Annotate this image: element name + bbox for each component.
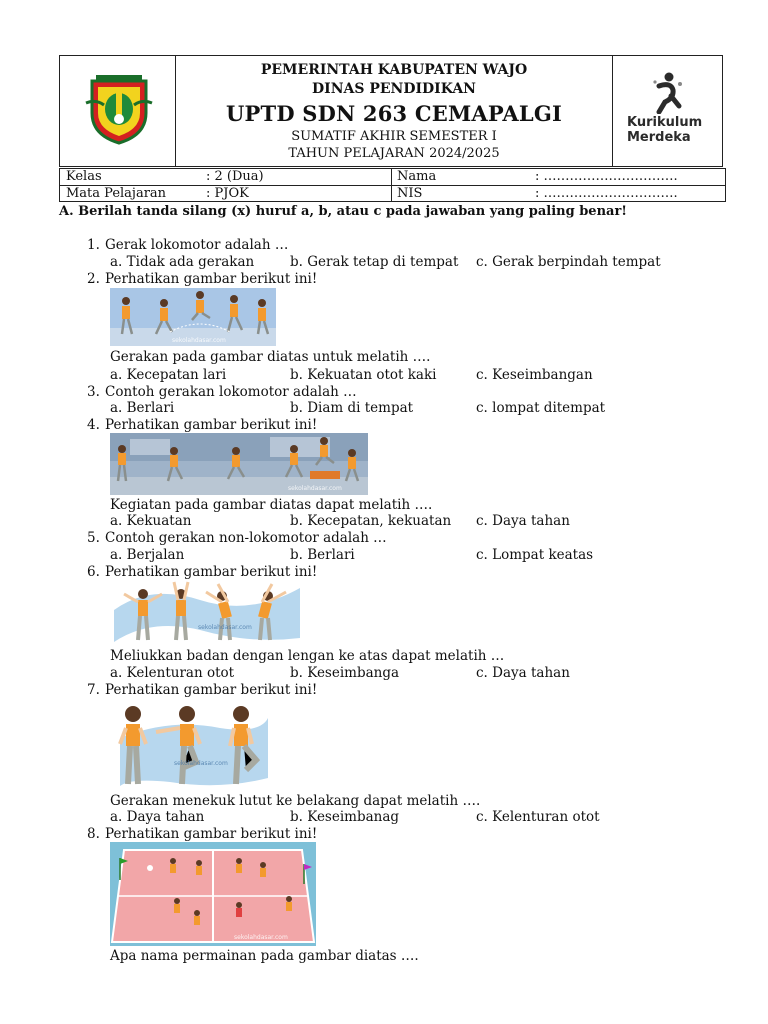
wajo-emblem-icon [84,73,154,145]
nis-label: NIS [397,186,423,201]
knee-bend-icon [110,698,270,788]
illustration-side-bend [110,580,304,644]
question-caption: Gerakan pada gambar diatas untuk melatih …. [110,349,431,365]
question-number: 2. [87,271,100,287]
question-number: 7. [87,682,100,698]
letterhead-text [176,56,612,166]
option-c[interactable]: c. Keseimbangan [476,367,593,383]
watermark: sekolahdasar.com [234,934,288,941]
illustration-game-court [110,842,316,946]
nama-field[interactable]: : …………………………. [535,169,678,184]
option-b[interactable]: b. Kecepatan, kekuatan [290,513,452,529]
regency-logo-cell [60,56,176,166]
question-text: Contoh gerakan lokomotor adalah … [105,384,357,400]
watermark: sekolahdasar.com [174,760,228,767]
question-text: Perhatikan gambar berikut ini! [105,271,318,287]
kurikulum-merdeka-icon [649,72,685,114]
mapel-value: : PJOK [206,186,249,201]
question-caption: Kegiatan pada gambar diatas dapat melatih …. [110,497,433,513]
question-text: Perhatikan gambar berikut ini! [105,826,318,842]
question-number: 4. [87,417,100,433]
option-a[interactable]: a. Kelenturan otot [110,665,235,681]
option-a[interactable]: a. Berjalan [110,547,185,563]
section-instruction: A. Berilah tanda silang (x) huruf a, b, atau c pada jawaban yang paling benar! [59,204,627,219]
watermark: sekolahdasar.com [288,485,342,492]
mapel-label: Mata Pelajaran [66,186,167,201]
question-caption: Apa nama permainan pada gambar diatas …. [110,948,419,964]
option-a[interactable]: a. Berlari [110,400,175,416]
curriculum-word1: Kurikulum [627,115,703,130]
letterhead [59,55,723,167]
illustration-knee-bend [110,698,270,788]
option-a[interactable]: a. Kekuatan [110,513,192,529]
option-c[interactable]: c. Daya tahan [476,513,570,529]
option-c[interactable]: c. Gerak berpindah tempat [476,254,661,270]
curriculum-word2: Merdeka [627,130,691,145]
option-c[interactable]: c. Lompat keatas [476,547,594,563]
question-text: Perhatikan gambar berikut ini! [105,564,318,580]
option-c[interactable]: c. Daya tahan [476,665,570,681]
option-a[interactable]: a. Kecepatan lari [110,367,227,383]
question-text: Contoh gerakan non-lokomotor adalah … [105,530,387,546]
school-name: UPTD SDN 263 CEMAPALGI [225,101,563,126]
option-a[interactable]: a. Tidak ada gerakan [110,254,255,270]
question-number: 8. [87,826,100,842]
department-name: DINAS PENDIDIKAN [312,81,476,97]
question-text: Perhatikan gambar berikut ini! [105,417,318,433]
question-text: Gerak lokomotor adalah … [105,237,289,253]
watermark: sekolahdasar.com [172,337,226,344]
nis-field[interactable]: : …………………………. [535,186,678,201]
option-c[interactable]: c. lompat ditempat [476,400,606,416]
question-caption: Gerakan menekuk lutut ke belakang dapat melatih …. [110,793,481,809]
option-c[interactable]: c. Kelenturan otot [476,809,600,825]
question-number: 6. [87,564,100,580]
curriculum-logo-cell [612,56,722,166]
option-b[interactable]: b. Berlari [290,547,355,563]
option-a[interactable]: a. Daya tahan [110,809,205,825]
kelas-label: Kelas [66,169,102,184]
option-b[interactable]: b. Gerak tetap di tempat [290,254,459,270]
question-number: 5. [87,530,100,546]
kelas-value: : 2 (Dua) [206,169,264,184]
illustration-hurdle-jump [110,433,368,495]
game-court-icon [110,842,316,946]
watermark: sekolahdasar.com [198,624,252,631]
option-b[interactable]: b. Keseimbanag [290,809,400,825]
question-caption: Meliukkan badan dengan lengan ke atas dapat melatih … [110,648,505,664]
question-number: 1. [87,237,100,253]
student-info-table [59,168,726,202]
option-b[interactable]: b. Kekuatan otot kaki [290,367,437,383]
side-bend-icon [110,580,304,644]
academic-year: TAHUN PELAJARAN 2024/2025 [288,146,500,161]
option-b[interactable]: b. Keseimbanga [290,665,400,681]
question-text: Perhatikan gambar berikut ini! [105,682,318,698]
nama-label: Nama [397,169,437,184]
government-name: PEMERINTAH KABUPATEN WAJO [260,62,528,78]
question-number: 3. [87,384,100,400]
illustration-jumping-kids [110,288,276,346]
option-b[interactable]: b. Diam di tempat [290,400,414,416]
exam-title: SUMATIF AKHIR SEMESTER I [291,129,497,144]
